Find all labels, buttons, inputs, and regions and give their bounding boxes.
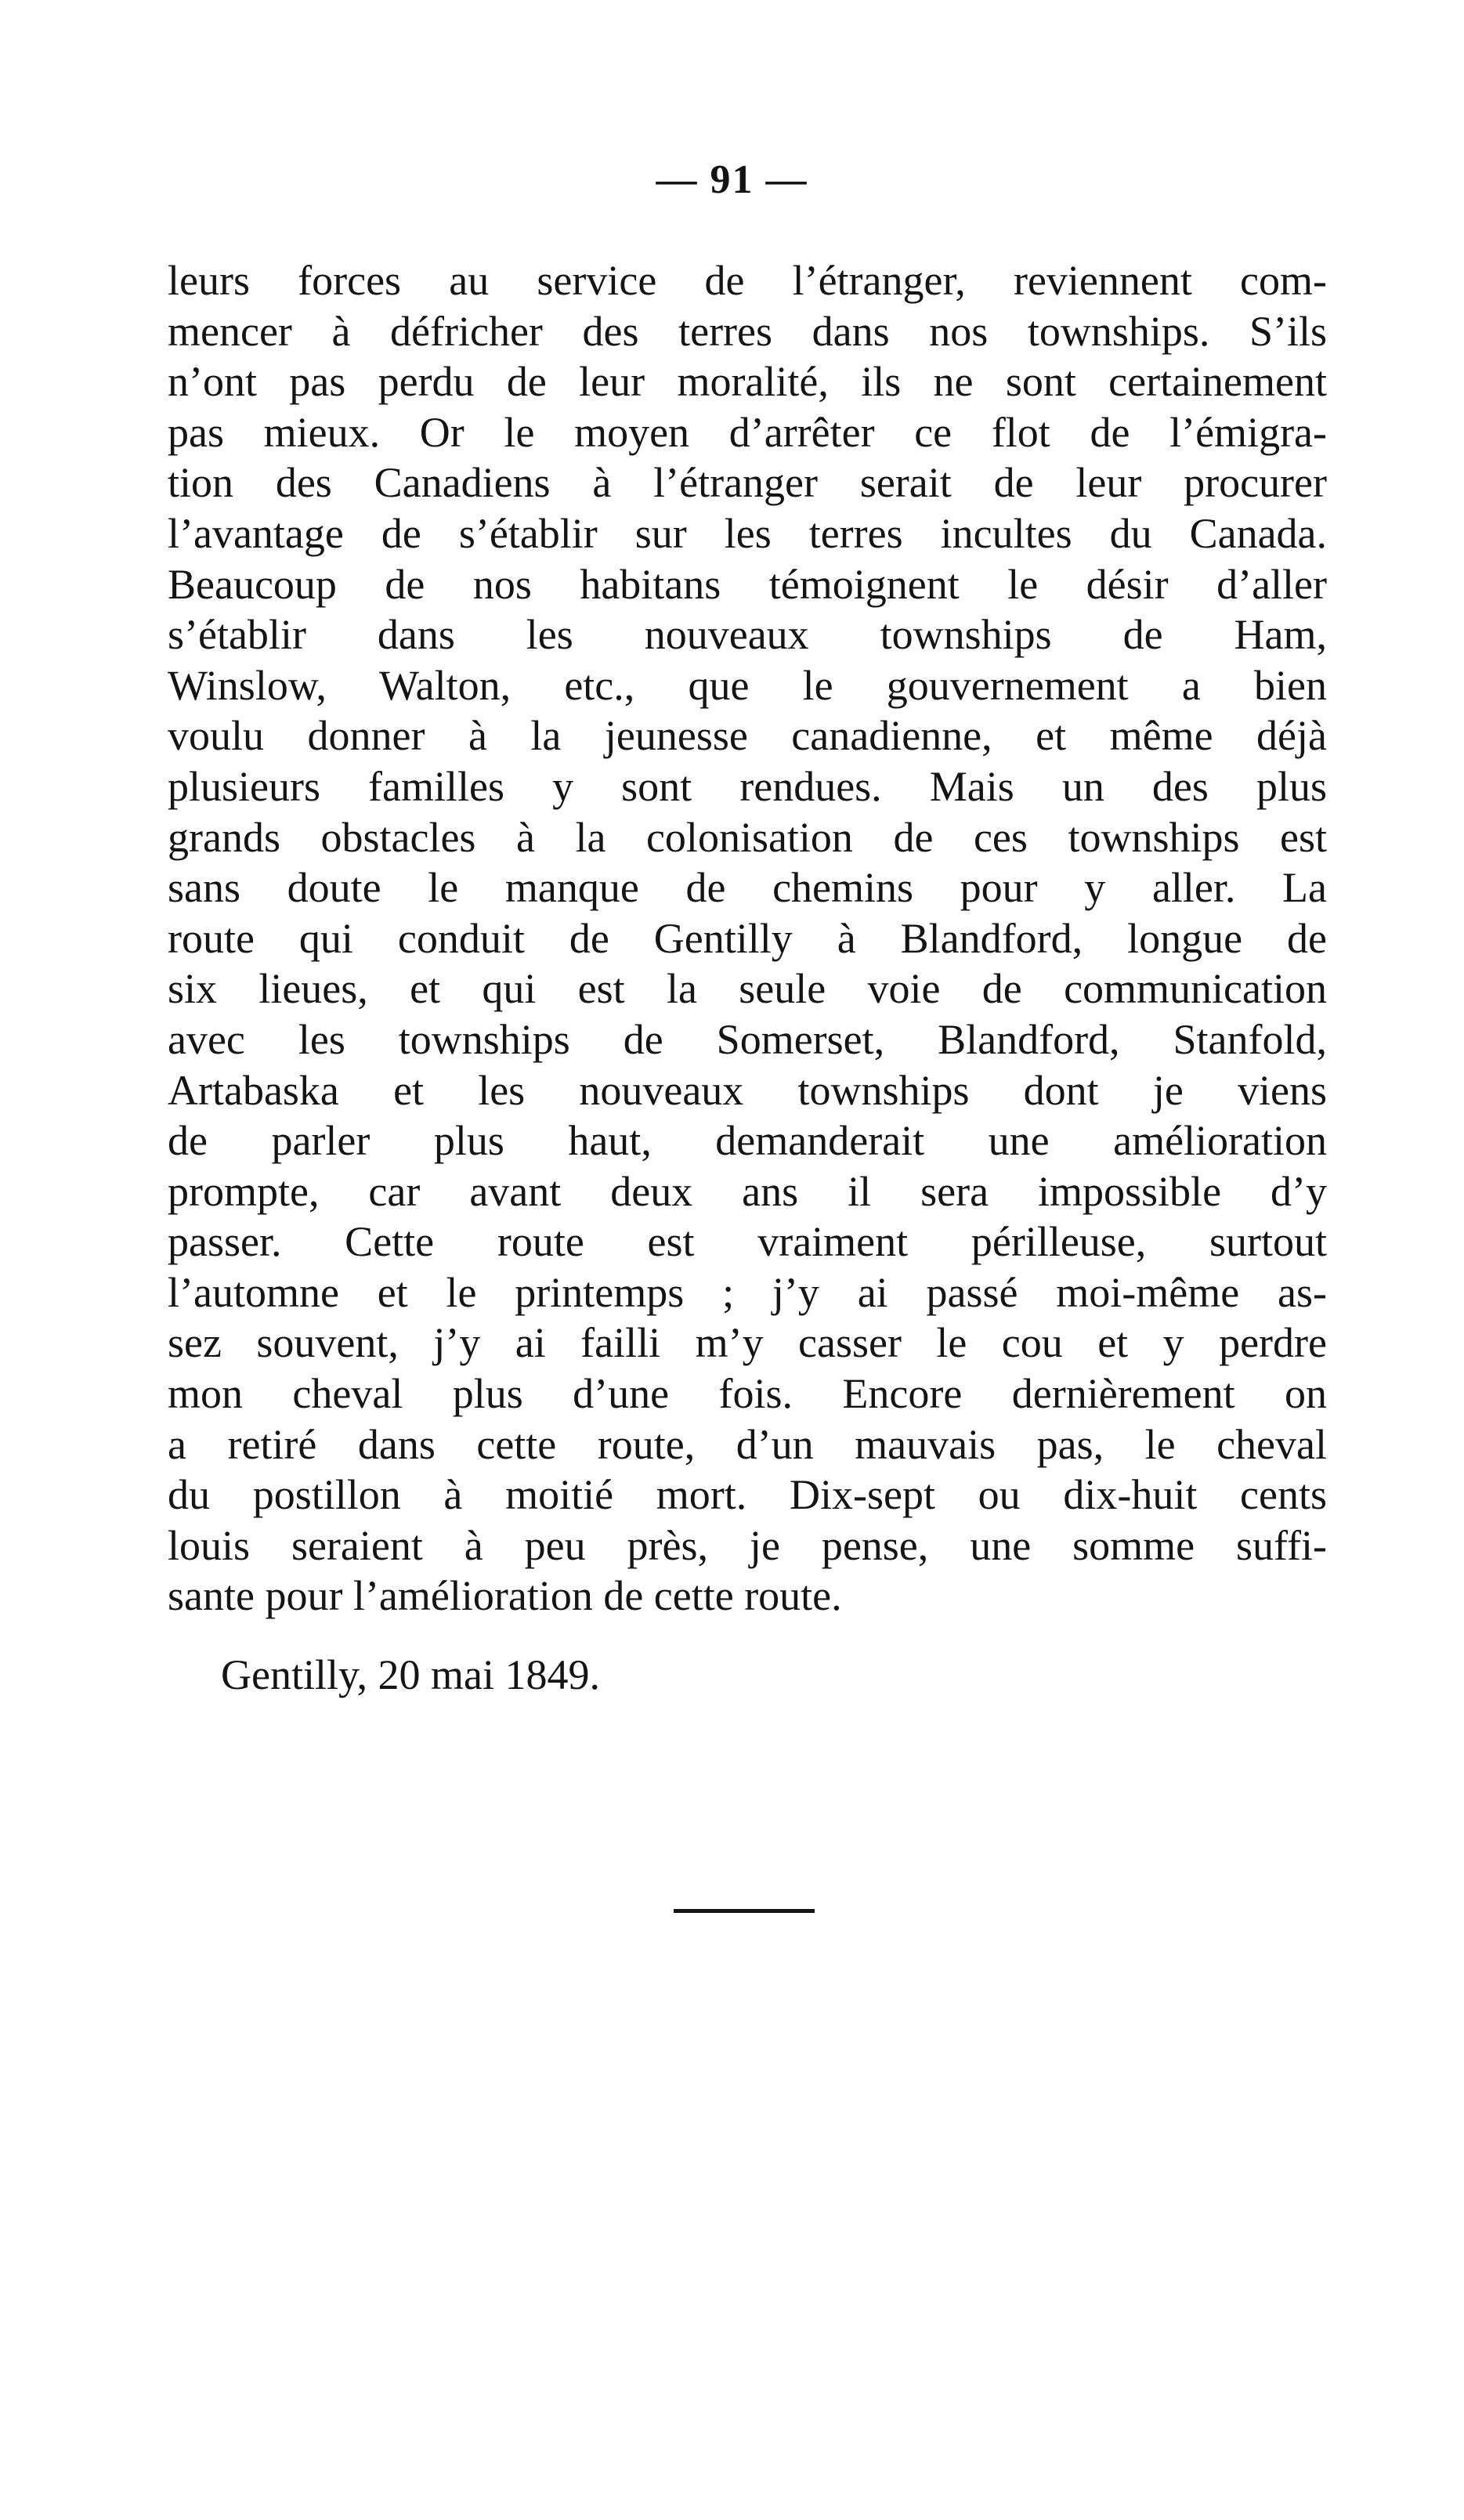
body-paragraph [168, 255, 1327, 1622]
text-line: a retiré dans cette route, d’un mauvais pas, le cheval [168, 1420, 1327, 1468]
text-line: mencer à défricher des terres dans nos townships. S’ils [168, 307, 1327, 355]
text-line: l’automne et le printemps ; j’y ai passé moi-même as- [168, 1268, 1327, 1316]
text-line: s’établir dans les nouveaux townships de Ham, [168, 611, 1327, 659]
text-line: Artabaska et les nouveaux townships dont je viens [168, 1066, 1327, 1114]
text-line: sez souvent, j’y ai failli m’y casser le cou et y perdre [168, 1319, 1327, 1367]
text-line: n’ont pas perdu de leur moralité, ils ne sont certainement [168, 358, 1327, 406]
text-line: passer. Cette route est vraiment périlleuse, surtout [168, 1218, 1327, 1266]
text-line: louis seraient à peu près, je pense, une somme suffi- [168, 1521, 1327, 1569]
text-line: du postillon à moitié mort. Dix-sept ou dix-huit cents [168, 1471, 1327, 1519]
text-line: l’avantage de s’établir sur les terres incultes du Canada. [168, 509, 1327, 557]
text-line: prompte, car avant deux ans il sera impossible d’y [168, 1167, 1327, 1215]
text-line: tion des Canadiens à l’étranger serait de leur procurer [168, 459, 1327, 507]
text-line: plusieurs familles y sont rendues. Mais un des plus [168, 762, 1327, 810]
text-line: voulu donner à la jeunesse canadienne, et même déjà [168, 712, 1327, 760]
text-line: route qui conduit de Gentilly à Blandford, longue de [168, 914, 1327, 962]
text-line: Beaucoup de nos habitans témoignent le désir d’aller [168, 560, 1327, 608]
end-rule-divider [674, 1909, 815, 1913]
text-line: leurs forces au service de l’étranger, reviennent com- [168, 257, 1327, 304]
text-line: mon cheval plus d’une fois. Encore dernièrement on [168, 1370, 1327, 1418]
text-line: Winslow, Walton, etc., que le gouvernement a bien [168, 661, 1327, 709]
text-line: de parler plus haut, demanderait une amélioration [168, 1117, 1327, 1165]
text-line: pas mieux. Or le moyen d’arrêter ce flot de l’émigra- [168, 408, 1327, 456]
place-date-signature: Gentilly, 20 mai 1849. [221, 1651, 600, 1698]
text-line: sans doute le manque de chemins pour y aller. La [168, 864, 1327, 912]
page-number: — 91 — [656, 157, 808, 202]
text-line: avec les townships de Somerset, Blandford, Stanfold, [168, 1015, 1327, 1063]
text-line: grands obstacles à la colonisation de ces townships est [168, 813, 1327, 861]
text-line: six lieues, et qui est la seule voie de communication [168, 965, 1327, 1013]
text-line: sante pour l’amélioration de cette route. [168, 1572, 842, 1620]
